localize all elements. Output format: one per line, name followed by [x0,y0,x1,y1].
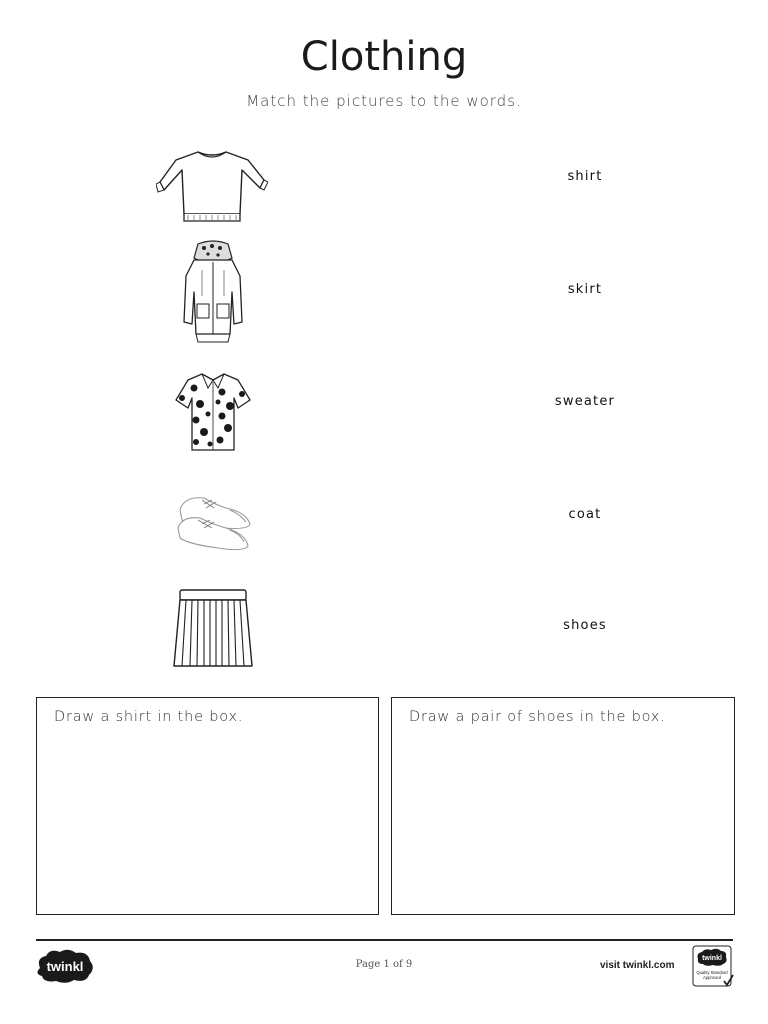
draw-shoes-box[interactable] [391,697,735,915]
shoes-picture [174,490,254,556]
draw-shirt-box[interactable] [36,697,379,915]
word-4: coat [568,507,602,522]
coat-picture [180,240,246,344]
draw-shirt-label: Draw a shirt in the box. [54,709,244,725]
draw-shoes-label: Draw a pair of shoes in the box. [409,709,666,725]
word-5: shoes [563,618,607,633]
page-number: Page 1 of 9 [355,959,413,970]
word-2: skirt [567,282,603,297]
badge-line-1: Quality Standard [696,970,728,975]
word-3: sweater [554,394,616,409]
logo-text: twinkl [46,959,84,974]
shirt-picture [174,370,252,452]
visit-link[interactable]: visit twinkl.com [600,960,675,971]
sweater-picture [156,148,268,226]
worksheet-title: Clothing [300,34,468,80]
worksheet-instructions: Match the pictures to the words. [246,92,522,110]
badge-line-2: Approved [703,975,721,980]
quality-badge [692,945,734,989]
badge-brand: twinkl [702,955,722,962]
word-1: shirt [567,169,603,184]
footer-divider [36,939,733,941]
skirt-picture [170,588,256,672]
